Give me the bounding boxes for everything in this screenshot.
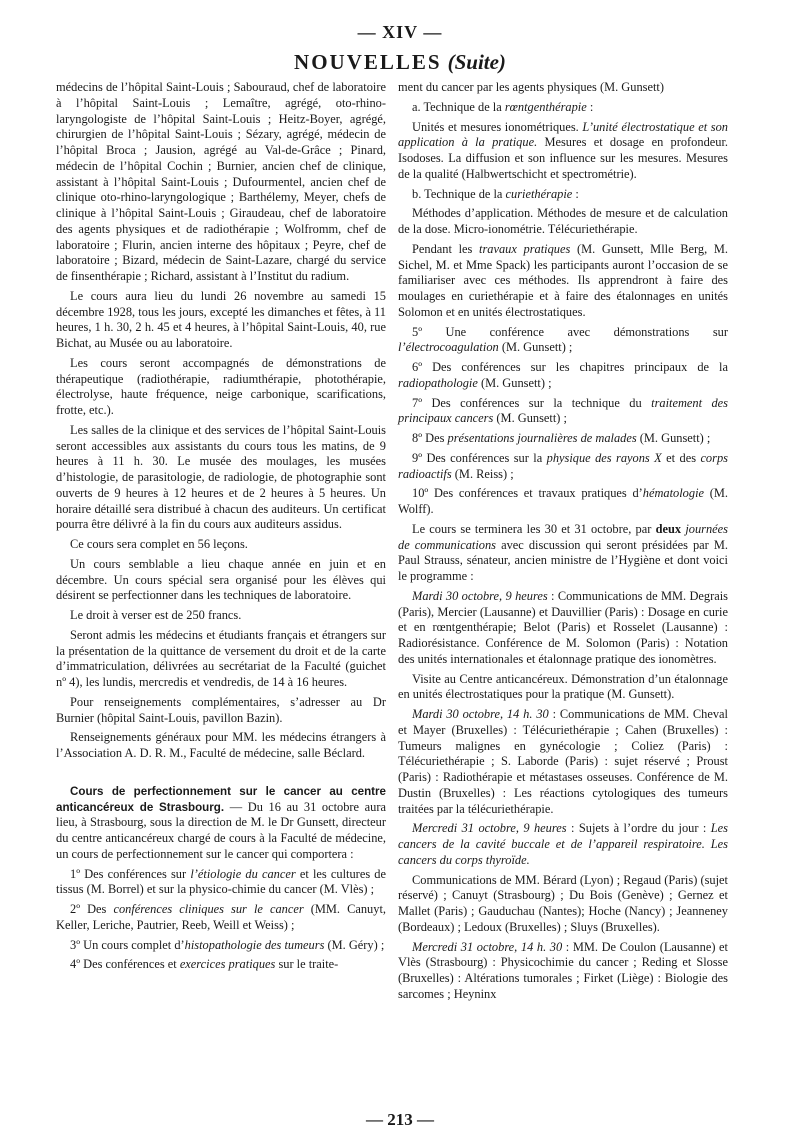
italic-text: l’électrocoagulation	[398, 340, 499, 355]
text: (MM. Canuyt, Keller, Leriche, Pautrier, Reeb, Weill et Weiss) ;	[56, 902, 386, 932]
text: 9º Des conférences sur la	[412, 450, 547, 465]
paragraph: Un cours semblable a lieu chaque année en juin et en décembre. Un cours spécial sera organisé pour les élèves qui désirent se perfectionner dans les techniques de laboratoire.	[56, 556, 386, 603]
text: 4º Des conférences et	[70, 957, 180, 972]
italic-text: exercices pratiques	[179, 957, 276, 972]
text: et des	[661, 450, 701, 465]
list-item	[398, 325, 728, 357]
paragraph: Le droit à verser est de 250 francs.	[70, 608, 242, 622]
list-item	[398, 360, 728, 392]
text: b. Technique de la	[412, 186, 506, 201]
paragraph: Les salles de la clinique et des services de l’hôpital Saint-Louis seront accessibles aux assistants du cours tous les matins, de 9 heures à 11 h. 30. Le musée des moulages, les musées d’histologie, de parasitologie, de radiologie, de photographie sont ouverts de 9 heures à 12 heures et de 2 heures à 5 heures. Un horaire détaillé sera distribué à chacun des auditeurs. Un certificat pourra être délivré à la fin du cours aux auditeurs assidus.	[56, 422, 386, 532]
italic-text: l’étiologie du cancer	[190, 866, 296, 881]
text: 1º Des conférences sur	[70, 866, 191, 881]
text: et les cultures de tissus (M. Borrel) et sur la physico-chimie du cancer (M. Vlès) ;	[56, 866, 387, 897]
text: : Communications de MM. Cheval et Mayer (Bruxelles) : Télécuriethérapie ; Cahen (Bruxelles) : Tumeurs malignes en gynécologie ; Coliez (Paris) : Télécuriethérapie ; S. Laborde (Paris) : sujet réservé ; Proust (Paris) : Radiothérapie et métastases osseuses. Conférence de M. Dustin (Bruxelles) : Les réactions cytologiques des tumeurs traitées par la télécuriethérapie.	[398, 707, 728, 816]
text: (M. Reiss) ;	[451, 466, 514, 481]
paragraph: Visite au Centre anticancéreux. Démonstration d’un étalonnage en unités électrostatiques pour la pratique (M. Gunsett).	[398, 671, 728, 702]
text: (M. Gunsett) ;	[498, 340, 573, 355]
text: a. Technique de la	[412, 99, 505, 114]
text: : Sujets à l’ordre du jour :	[566, 821, 711, 836]
list-item	[398, 486, 728, 518]
paragraph	[398, 100, 728, 116]
text: 7º Des conférences sur la technique du	[412, 395, 652, 410]
text: Pendant les	[412, 241, 479, 256]
italic-text: Mardi 30 octobre, 9 heures	[412, 588, 548, 603]
text: : MM. De Coulon (Lausanne) et Vlès (Strasbourg) : Physicochimie du cancer ; Reding et Slosse (Bruxelles) : Altérations tumorales ; Firket (Liège) : Biologie des sarcomes ; Heyninx	[398, 939, 728, 1001]
text: (M. Géry) ;	[324, 937, 385, 952]
paragraph	[398, 242, 728, 321]
right-column	[398, 80, 728, 1007]
text: :	[586, 99, 594, 114]
text: 5º Une conférence avec démonstrations sur	[412, 324, 728, 339]
paragraph: Le cours aura lieu du lundi 26 novembre au samedi 15 décembre 1928, tous les jours, excepté les dimanches et fêtes, à 11 heures, 1 h. 30, 2 h. 45 et 4 heures, à l’hôpital Saint-Louis, 40, rue Bichat, au Musée ou au laboratoire.	[56, 288, 386, 350]
italic-text: curiethérapie	[505, 186, 573, 201]
paragraph: Renseignements généraux pour MM. les médecins étrangers à l’Association A. D. R. M., Faculté de médecine, salle Béclard.	[56, 730, 386, 760]
text: 8º Des	[412, 431, 448, 445]
paragraph	[398, 940, 728, 1003]
list-item	[56, 957, 386, 973]
list-item	[398, 451, 728, 483]
paragraph: Pour renseignements complémentaires, s’adresser au Dr Burnier (hôpital Saint-Louis, pavillon Bazin).	[56, 694, 386, 725]
text: sur le traite-	[275, 957, 339, 972]
page-roman-numeral: — XIV —	[357, 22, 443, 42]
text: (M. Gunsett, Mlle Berg, M. Sichel, M. et Mme Spack) les participants auront l’occasion de se familiariser avec ces méthodes. Ils apprendront à faire des moulages en curiethérapie et à faire des étalonnages en unités Solomon et en unités électrostatiques.	[398, 241, 728, 319]
text: : Communications de MM. Degrais (Paris), Mercier (Lausanne) et Dauvillier (Paris) : Dosage en curie et en rœntgenthérapie; Belot (Paris) et Rosselet (Lausanne) : Radiorésistance. Conférence de M. Solomon (Paris) : Notation des unités internationales et étalonnage pratique des ionomètres.	[398, 588, 728, 666]
italic-text: journées de communications	[398, 521, 728, 552]
italic-text: présentations journalières de malades	[447, 431, 637, 445]
title-text: NOUVELLES	[294, 50, 442, 74]
italic-text: L’unité électrostatique et son application à la pratique.	[398, 119, 728, 150]
italic-text: Les cancers de la cavité buccale et de l’appareil respiratoire. Les cancers du corps thyroïde.	[398, 821, 728, 867]
list-item	[56, 902, 386, 934]
italic-text: travaux pratiques	[479, 241, 571, 256]
italic-text: Mardi 30 octobre, 14 h. 30	[412, 707, 549, 721]
text: Le cours se terminera les 30 et 31 octobre, par	[412, 521, 656, 536]
strasbourg-announcement	[56, 784, 386, 863]
italic-text: physique des rayons X	[546, 450, 662, 465]
text: (M. Wolff).	[398, 486, 728, 516]
list-item	[56, 938, 386, 954]
paragraph	[398, 707, 728, 817]
left-column	[56, 80, 386, 977]
paragraph	[398, 120, 728, 183]
italic-text: histopathologie des tumeurs	[184, 937, 325, 952]
paragraph	[398, 589, 728, 668]
paragraph: Seront admis les médecins et étudiants français et étrangers sur la présentation de la quittance de versement du droit et de la carte d’immatriculation, délivrées au secrétariat de la Faculté (guichet nº 4), les lundis, mercredis et vendredis, de 14 à 16 heures.	[56, 627, 386, 689]
italic-text: traitement des principaux cancers	[398, 395, 729, 426]
paragraph: Communications de MM. Bérard (Lyon) ; Regaud (Paris) (sujet réservé) ; Canuyt (Strasbourg) ; Du Bois (Genève) ; Gernez et Mallet (Paris) ; Gauduchau (Nantes); Hoche (Nancy) ; Jeanneney (Bordeaux) ; Ledoux (Bruxelles) ; Sluys (Bruxelles).	[398, 872, 728, 934]
italic-text: rœntgenthérapie	[504, 99, 587, 114]
list-item	[398, 396, 728, 428]
text: Mesures et dosage en profondeur. Isodoses. La diffusion et son influence sur les mesures. Mesures de la qualité (Halbwertschicht et spectrométrie).	[398, 135, 728, 181]
page-number: — 213 —	[366, 1110, 434, 1129]
text: 3º Un cours complet d’	[70, 937, 185, 952]
title-suite: (Suite)	[447, 50, 506, 74]
text: (M. Gunsett) ;	[493, 411, 567, 426]
paragraph	[398, 187, 728, 203]
text: 2º Des	[70, 902, 114, 916]
italic-text: radiopathologie	[398, 375, 478, 390]
text: avec discussion qui seront présidées par M. Paul Strauss, sénateur, ancien ministre de l’Hygiène et dont voici le programme :	[398, 537, 728, 583]
paragraph	[398, 522, 728, 585]
list-item	[398, 431, 728, 447]
text: 6º Des conférences sur les chapitres principaux de la	[412, 360, 728, 374]
paragraph-text: — Du 16 au 31 octobre aura lieu, à Strasbourg, sous la direction de M. le Dr Gunsett, directeur du centre anticancéreux chargé de cours à la Faculté de médecine, un cours de perfectionnement sur le cancer qui comportera :	[56, 799, 387, 861]
italic-text: conférences cliniques sur le cancer	[113, 902, 304, 916]
italic-text: Mercredi 31 octobre, 14 h. 30	[412, 939, 563, 954]
paragraph: Méthodes d’application. Méthodes de mesure et de calculation de la dose. Micro-ionométrie. Télécuriethérapie.	[398, 206, 728, 236]
paragraph: ment du cancer par les agents physiques (M. Gunsett)	[398, 80, 664, 94]
paragraph: médecins de l’hôpital Saint-Louis ; Sabouraud, chef de laboratoire à l’hôpital Saint-Louis ; Lemaître, agrégé, oto-rhino-laryngologiste de l’hôpital Saint-Louis ; Heitz-Boyer, agrégé, chirurgien de l’hôpital Saint-Louis ; Sézary, agrégé, médecin de l’hôpital Broca ; Jausion, agrégé au Val-de-Grâce ; Pinard, médecin de l’hôpital Cochin ; Burnier, ancien chef de clinique, assistant à l’hôpital Saint-Louis ; Dufourmentel, ancien chef de clinique oto-rhino-laryngologique ; Barthélemy, Meyer, chefs de clinique à l’hôpital Saint-Louis ; Giraudeau, chef de laboratoire des agents physiques et de radiothérapie ; Wolfromm, chef de laboratoire ; Flurin, ancien interne des hôpitaux ; Peyre, chef de laboratoire ; Bizard, médecin de Saint-Lazare, chargé du service de finsenthérapie ; Richard, assistant à l’Institut du radium.	[56, 80, 386, 283]
list-item	[56, 867, 386, 899]
paragraph	[398, 821, 728, 868]
text: :	[572, 186, 579, 201]
text: Unités et mesures ionométriques.	[412, 119, 583, 134]
section-heading: Cours de perfectionnement sur le cancer au centre anticancéreux de Strasbourg.	[56, 784, 386, 814]
bold-text: deux	[655, 521, 682, 536]
text: (M. Gunsett) ;	[636, 431, 711, 445]
page-title	[0, 50, 800, 75]
text: 10º Des conférences et travaux pratiques d’	[412, 486, 643, 501]
italic-text: corps radioactifs	[398, 450, 728, 481]
paragraph: Ce cours sera complet en 56 leçons.	[70, 537, 248, 551]
italic-text: Mercredi 31 octobre, 9 heures	[412, 821, 567, 836]
text: (M. Gunsett) ;	[477, 375, 552, 390]
italic-text: hématologie	[642, 486, 705, 501]
paragraph: Les cours seront accompagnés de démonstrations de thérapeutique (radiothérapie, radiumthérapie, photothérapie, électrolyse, haute fréquence, neige carbonique, scarifications, frotte, etc.).	[56, 355, 386, 417]
